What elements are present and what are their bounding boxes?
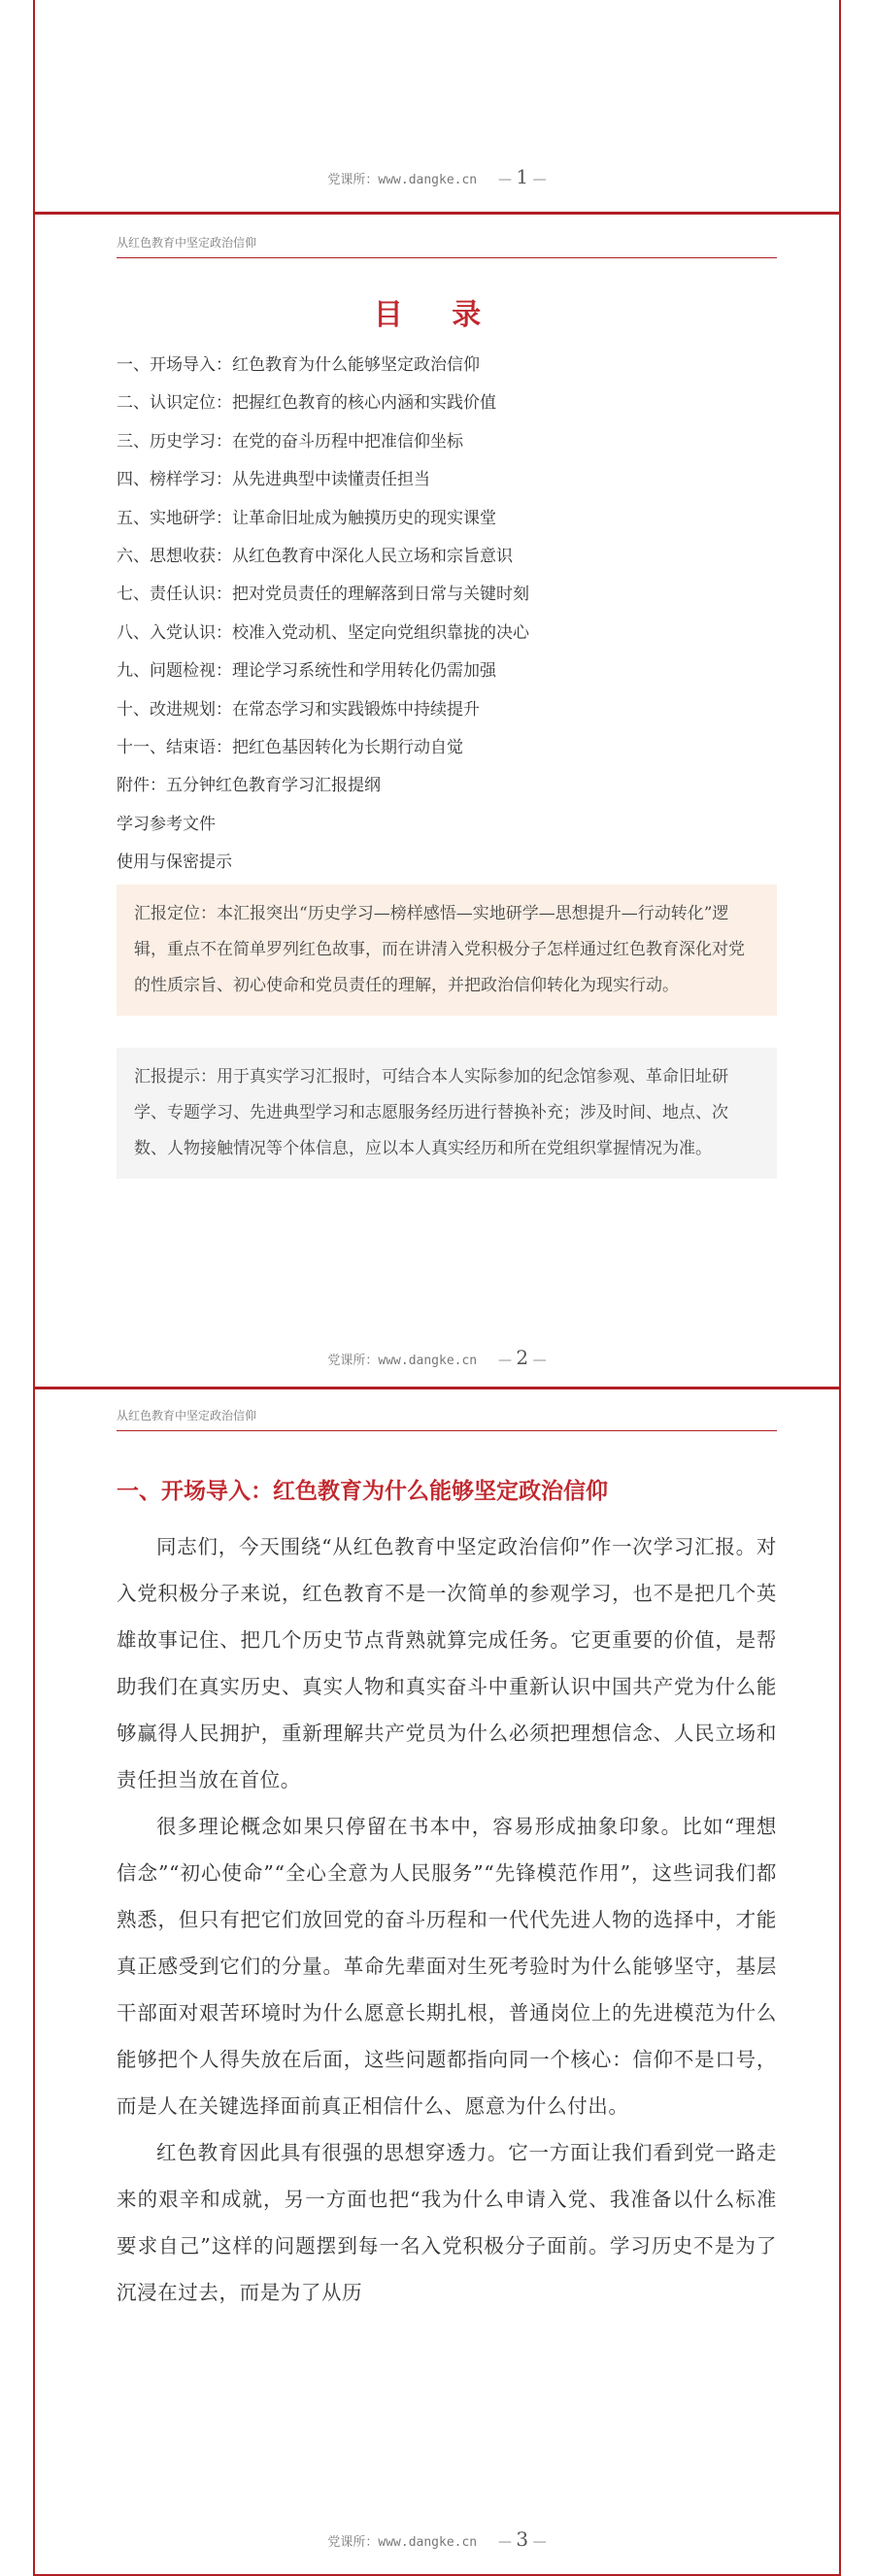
positioning-note: 汇报定位：本汇报突出“历史学习—榜样感悟—实地研学—思想提升—行动转化”逻辑，重点不在简单罗列红色故事，而在讲清入党积极分子怎样通过红色教育深化对党的性质宗旨、初心使命和党员责任的理解，并把政治信仰转化为现实行动。	[117, 885, 777, 1016]
toc-item[interactable]: 十一、结束语：把红色基因转化为长期行动自觉	[117, 738, 463, 758]
paragraph: 同志们，今天围绕“从红色教育中坚定政治信仰”作一次学习汇报。对入党积极分子来说，红色教育不是一次简单的参观学习，也不是把几个英雄故事记住、把几个历史节点背熟就算完成任务。它更重要的价值，是帮助我们在真实历史、真实人物和真实奋斗中重新认识中国共产党为什么能够赢得人民拥护，重新理解共产党员为什么必须把理想信念、人民立场和责任担当放在首位。	[117, 1535, 777, 1791]
page-3	[33, 1389, 841, 2576]
page-number: — 3 —	[497, 2527, 547, 2551]
toc-item[interactable]: 六、思想收获：从红色教育中深化人民立场和宗旨意识	[117, 547, 513, 567]
footer-site-label: 党课所：www.dangke.cn	[327, 173, 478, 187]
toc-list	[117, 347, 796, 883]
toc-item[interactable]: 二、认识定位：把握红色教育的核心内涵和实践价值	[117, 393, 496, 414]
section-title: 一、开场导入：红色教育为什么能够坚定政治信仰	[117, 1479, 608, 1504]
footer-site-label: 党课所：www.dangke.cn	[327, 1354, 478, 1368]
section-body	[117, 1523, 777, 2316]
page-number: — 1 —	[497, 165, 547, 188]
running-head: 从红色教育中坚定政治信仰	[117, 234, 777, 258]
page-footer	[35, 165, 839, 188]
page-number: — 2 —	[497, 1346, 547, 1369]
page-1	[33, 0, 841, 212]
toc-item[interactable]: 五、实地研学：让革命旧址成为触摸历史的现实课堂	[117, 508, 496, 528]
toc-item[interactable]: 一、开场导入：红色教育为什么能够坚定政治信仰	[117, 355, 480, 375]
toc-item[interactable]: 八、入党认识：校准入党动机、坚定向党组织靠拢的决心	[117, 622, 529, 643]
running-head: 从红色教育中坚定政治信仰	[117, 1407, 777, 1431]
toc-item[interactable]: 学习参考文件	[117, 814, 216, 834]
toc-item[interactable]: 十、改进规划：在常态学习和实践锻炼中持续提升	[117, 699, 480, 719]
paragraph: 红色教育因此具有很强的思想穿透力。它一方面让我们看到党一路走来的艰辛和成就，另一方面也把“我为什么申请入党、我准备以什么标准要求自己”这样的问题摆到每一名入党积极分子面前。学习历史不是为了沉浸在过去，而是为了从历	[117, 2141, 777, 2304]
toc-title: 目 录	[373, 298, 501, 332]
reminder-note: 汇报提示：用于真实学习汇报时，可结合本人实际参加的纪念馆参观、革命旧址研学、专题学习、先进典型学习和志愿服务经历进行替换补充；涉及时间、地点、次数、人物接触情况等个体信息，应以本人真实经历和所在党组织掌握情况为准。	[117, 1048, 777, 1179]
page-footer	[35, 2527, 839, 2551]
footer-site-label: 党课所：www.dangke.cn	[327, 2535, 478, 2550]
paragraph: 很多理论概念如果只停留在书本中，容易形成抽象印象。比如“理想信念”“初心使命”“全心全意为人民服务”“先锋模范作用”，这些词我们都熟悉，但只有把它们放回党的奋斗历程和一代代先进人物的选择中，才能真正感受到它们的分量。革命先辈面对生死考验时为什么能够坚守，基层干部面对艰苦环境时为什么愿意长期扎根，普通岗位上的先进模范为什么能够把个人得失放在后面，这些问题都指向同一个核心：信仰不是口号，而是人在关键选择面前真正相信什么、愿意为什么付出。	[117, 1815, 777, 2118]
toc-item[interactable]: 九、问题检视：理论学习系统性和学用转化仍需加强	[117, 661, 496, 682]
page-2	[33, 215, 841, 1400]
toc-item[interactable]: 三、历史学习：在党的奋斗历程中把准信仰坐标	[117, 431, 463, 452]
toc-item[interactable]: 使用与保密提示	[117, 853, 232, 873]
toc-item[interactable]: 七、责任认识：把对党员责任的理解落到日常与关键时刻	[117, 585, 529, 605]
page-footer	[35, 1346, 839, 1369]
toc-item[interactable]: 附件：五分钟红色教育学习汇报提纲	[117, 776, 381, 796]
toc-item[interactable]: 四、榜样学习：从先进典型中读懂责任担当	[117, 470, 430, 490]
